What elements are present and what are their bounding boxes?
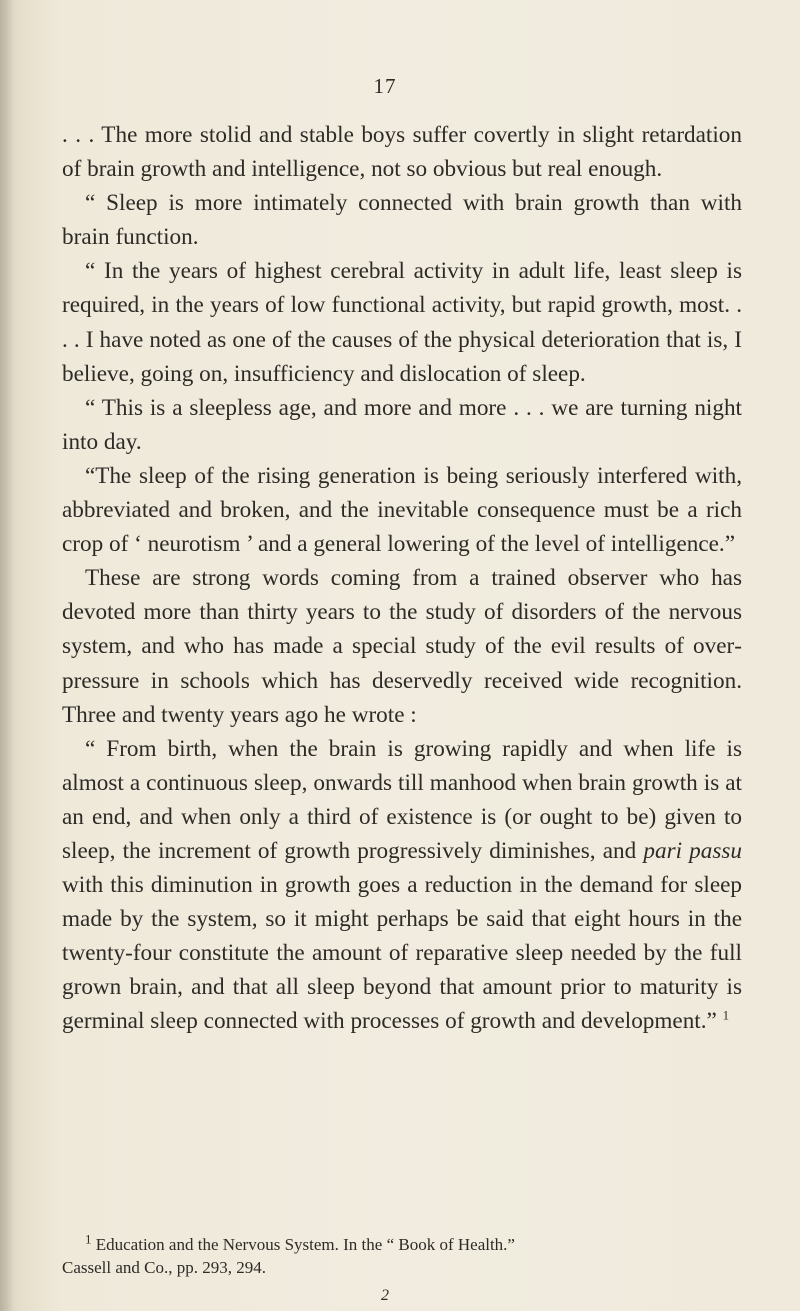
paragraph-2: “ Sleep is more intimately connected with brain growth than with brain function. bbox=[62, 190, 742, 251]
latin-phrase: pari passu bbox=[643, 837, 743, 864]
footnote-reference[interactable]: 1 bbox=[722, 1007, 730, 1023]
page-number: 17 bbox=[373, 74, 397, 98]
footnote-line-2: Cassell and Co., pp. 293, 294. bbox=[62, 1258, 266, 1277]
quote-part-2: with this diminution in growth goes a reduction in the demand for sleep made by the system, so it might perhaps be said that eight hours in the twenty-four constitute the amount of reparative sleep needed by the full grown brain, and that all sleep beyond that amount prior to maturity is germinal sleep connected with processes of growth and development.” bbox=[62, 872, 742, 1035]
quote-part-1: “ From birth, when the brain is growing rapidly and when life is almost a continuous sleep, onwards till manhood when brain growth is at an end, and when only a third of existence is (or ought to be) given to sleep, the increment of growth progressively diminishes, and bbox=[62, 735, 742, 864]
paragraph-5: “The sleep of the rising generation is being seriously interfered with, abbreviated and broken, and the inevitable consequence must be a rich crop of ‘ neurotism ’ and a general lowering of the level of intelligence.” bbox=[62, 462, 742, 558]
paragraph-7 bbox=[62, 732, 742, 1039]
paragraph-3: “ In the years of highest cerebral activity in adult life, least sleep is required, in the years of low functional activity, but rapid growth, most. . . . I have noted as one of the causes of the physical deterioration that is, I believe, going on, insufficiency and dislocation of sleep. bbox=[62, 258, 742, 387]
footnote bbox=[62, 1233, 742, 1279]
paragraph-4: “ This is a sleepless age, and more and more . . . we are turning night into day. bbox=[62, 394, 742, 455]
footnote-citation: Education and the Nervous System. In the “ Book of Health.” bbox=[95, 1235, 515, 1254]
signature-mark: 2 bbox=[381, 1287, 389, 1304]
paragraph-1: . . . The more stolid and stable boys suffer covertly in slight retardation of brain growth and intelligence, not so obvious but real enough. bbox=[62, 122, 742, 183]
paragraph-6: These are strong words coming from a trained observer who has devoted more than thirty years to the study of disorders of the nervous system, and who has made a special study of the evil results of overpressure in schools which has deservedly received wide recognition. Three and twenty years ago he wrote : bbox=[62, 565, 742, 728]
body-text bbox=[62, 118, 742, 1039]
binding-shadow bbox=[0, 0, 14, 1311]
footnote-line-1 bbox=[62, 1233, 742, 1256]
footnote-marker: 1 bbox=[85, 1231, 92, 1247]
